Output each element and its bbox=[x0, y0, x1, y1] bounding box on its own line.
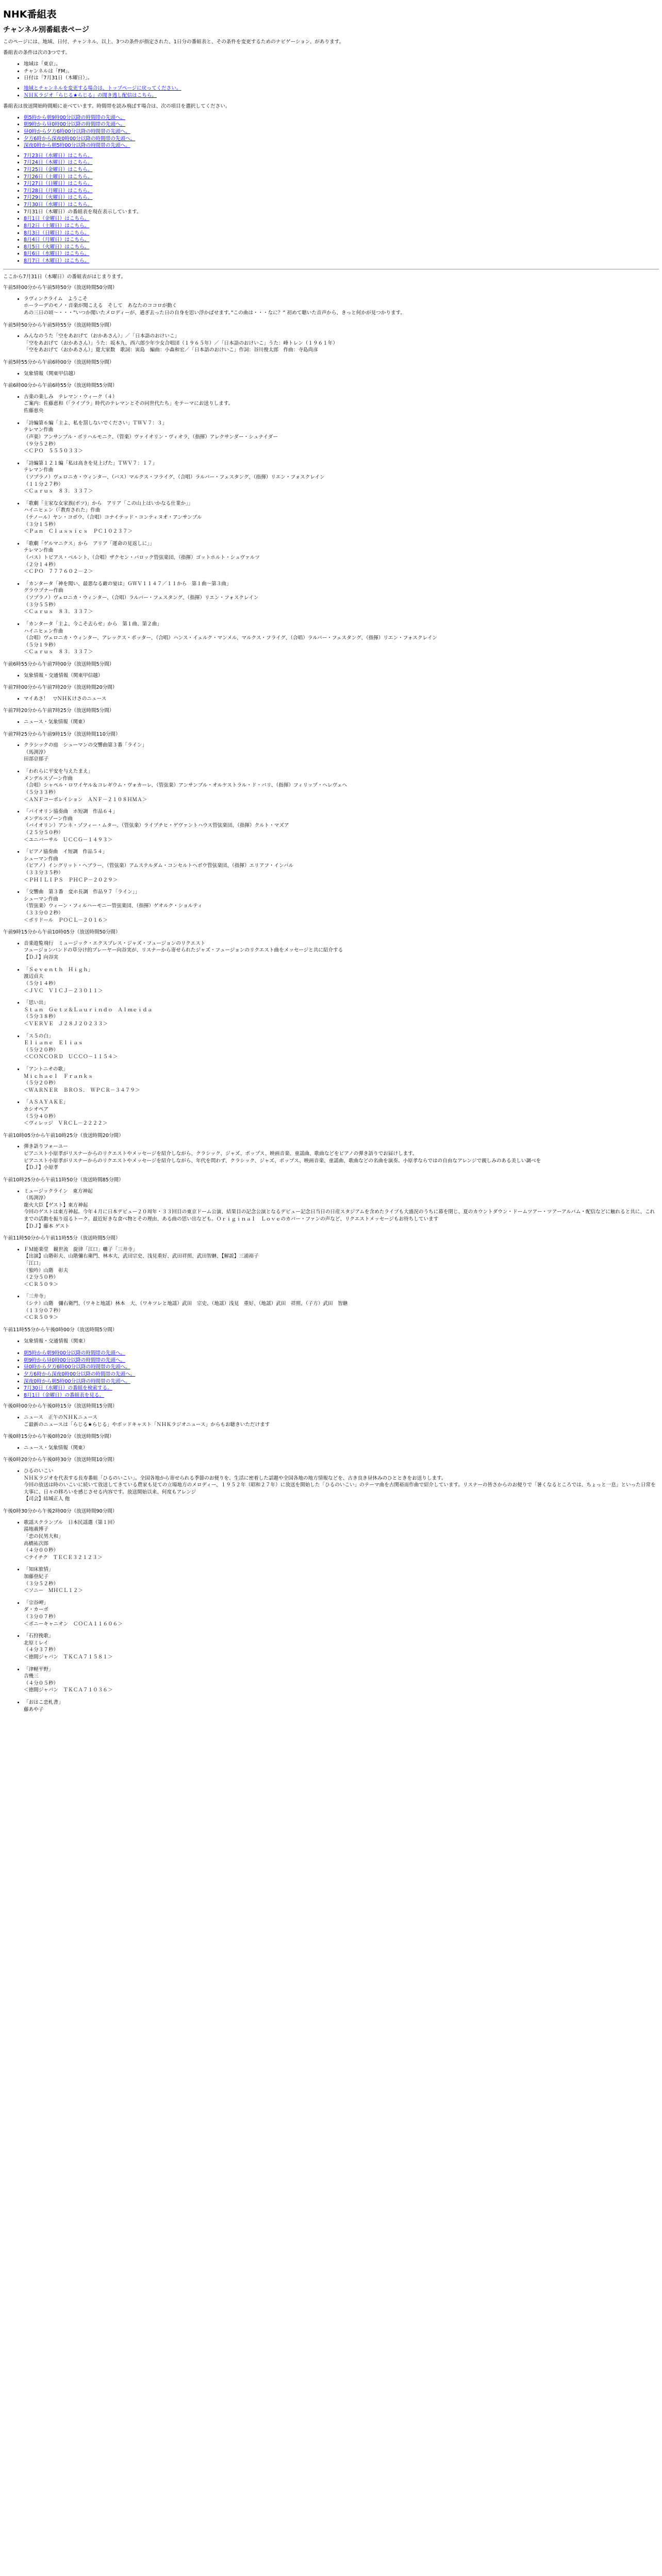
program-time: 午前6時55分から午前7時00分（放送時間5分間） bbox=[3, 661, 114, 667]
program-line: • 「カンタータ「主よ、今こそ去らせ」から 第１曲、第２曲」 bbox=[24, 621, 162, 627]
program-time: 午前10時25分から午前11時50分（放送時間85分間） bbox=[3, 1177, 124, 1183]
program-line: 【ＤＪ】藤本 ゲスト bbox=[24, 1223, 70, 1229]
date-item-link[interactable]: 8月3日（日曜日）はこちら。 bbox=[24, 230, 90, 236]
program-line: • 「詩編第１２１編「私は高きを見上げた」ＴＷＶ７：１７」 bbox=[24, 460, 158, 466]
program-line: メンデルスゾーン作曲 bbox=[24, 775, 73, 782]
date-item bbox=[24, 180, 659, 188]
program-time: 午後0時30分から午後2時00分（放送時間90分間） bbox=[3, 1509, 118, 1515]
jump-mid-item bbox=[24, 1378, 659, 1385]
date-item-link[interactable]: 7月27日（日曜日）はこちら。 bbox=[24, 181, 93, 187]
program-line: 「恋の民男大和」 bbox=[24, 1533, 63, 1539]
date-item-link[interactable]: 7月23日（水曜日）はこちら。 bbox=[24, 152, 93, 159]
jump-top-list bbox=[3, 114, 659, 149]
nav-link-item-link[interactable]: ＮＨＫラジオ「らじる★らじる」の聞き逃し配信はこちら。 bbox=[24, 92, 157, 98]
program-line: ＜ユニバーサル ＵＣＣＧ－１４９３＞ bbox=[24, 837, 113, 843]
program-line: （馬渕淳） bbox=[24, 1195, 48, 1201]
program-line: ＜ＰＨＩＬＩＰＳ ＰＨＣＰ－２０２９＞ bbox=[24, 877, 118, 883]
program-line: フュージョンバンドの草分け的プレーヤー向谷実が、リスナーから寄せられたジャズ・フュージョンのリクエスト曲をメッセージと共に紹介する bbox=[24, 947, 343, 954]
program-line: • 「歌劇「主家な女家族(ポツ)」から アリア「この山上はいかなる仕業か」」 bbox=[24, 500, 193, 506]
program-line: • 「知床旅情」 bbox=[24, 1567, 54, 1573]
program-line: 「空をあおげて（おかあさん）」寛大家数 歌詞：寅島 編曲：小森和宏／「日本語のおけいこ」作詞：谷川俊太郎 作曲：寺島尚彦 bbox=[24, 347, 318, 353]
jump-mid-item-link[interactable]: 8月1日（金曜日）の番組表を見る。 bbox=[24, 1392, 105, 1398]
program-line: ハイニヒェン作曲 bbox=[24, 628, 63, 634]
program-line: 湯地義博子 bbox=[24, 1527, 48, 1533]
jump-mid-item-link[interactable]: 朝5時から朝9時00分以降の時間帯の先頭へ。 bbox=[24, 1350, 126, 1357]
program-item bbox=[24, 540, 659, 575]
program-line: • 弾き語りフォーユー bbox=[24, 1144, 68, 1150]
program-line: • 「ＡＳＡＹＡＫＥ」 bbox=[24, 1099, 69, 1106]
program-line: ＜徳間ジャパン ＴＫＣＡ７１５８１＞ bbox=[24, 1654, 113, 1660]
nav-link-item bbox=[24, 85, 659, 92]
program-items bbox=[3, 1188, 659, 1230]
program-line: Ｅｌｉａｎｅ Ｅｌｉａｓ bbox=[24, 1040, 84, 1046]
date-item bbox=[24, 236, 659, 244]
program-item bbox=[24, 1699, 659, 1713]
program-line: Ｍｉｃｈａｅｌ Ｆｒａｎｋｓ bbox=[24, 1073, 93, 1079]
program-line: テレマン作曲 bbox=[24, 548, 54, 554]
program-line: ＜ポニーキャニオン ＣＯＣＡ１１６０６＞ bbox=[24, 1621, 123, 1627]
program-items bbox=[3, 1246, 659, 1321]
program-line: シューマン作曲 bbox=[24, 896, 58, 902]
jump-mid-item-link[interactable]: 朝9時から昼0時00分以降の時間帯の先頭へ。 bbox=[24, 1357, 126, 1363]
program-line: （５分３３秒） bbox=[24, 789, 59, 795]
jump-top-item-link[interactable]: 昼0時から夕方6時00分以降の時間帯の先頭へ。 bbox=[24, 128, 130, 134]
program-line: あの三日の頃～・・・”いつか聞いたメロディーが、過ぎ去った日の自身を思い浮かばせます。”この曲は・・・なに？” 初めて聴いた音声から、きっと何かが見つかります。 bbox=[24, 310, 405, 316]
page-subtitle: チャンネル別番組表ページ bbox=[3, 25, 89, 34]
program-line: 【ＤＪ】向谷実 bbox=[24, 955, 59, 961]
program-item bbox=[24, 621, 659, 656]
program-line: ＜ＷＡＲＮＥＲ ＢＲＯＳ． ＷＰＣＲ－３４７９＞ bbox=[24, 1087, 140, 1093]
program-line: ＜ソニー ＭＨＣＬ１２＞ bbox=[24, 1588, 83, 1594]
date-item bbox=[24, 244, 659, 251]
date-note: 番組表は放送開始時間順に並べています。時間帯を読み飛ばす場合は、次の項目を選択してください。 bbox=[3, 104, 230, 110]
program-line: 藤あや子 bbox=[24, 1706, 44, 1713]
program-line: （９分５２秒） bbox=[24, 441, 59, 447]
program-line: • 「詩編第６編「主よ、私を罰しないでください」ＴＷＶ７：３」 bbox=[24, 420, 168, 426]
program-line: グラウプナー作曲 bbox=[24, 588, 63, 594]
program-line: （４分００秒） bbox=[24, 1548, 59, 1554]
program-line: （ソプラノ）ヴェロニカ・ウィンター、（バス）マルクス・フライグ、（合唱）ラルバー・フェスタング、（指揮）リエン・フォスクレイン bbox=[24, 474, 325, 480]
condition-item: • 日付は「7月31日（木曜日）」。 bbox=[24, 75, 659, 82]
program-line: Ｓｔａｎ Ｇｅｔｚ＆Ｌａｕｒｉｎｄｏ Ａｌｍｅｉｄａ bbox=[24, 1007, 153, 1013]
program-line: 「空をあおげて（おかあさん）」うた：坂本九、西六郎少年少女合唱団（１９６５年）／「日本語のおけいこ」うた：峰トレン（１９６１年） bbox=[24, 340, 338, 346]
program-item bbox=[24, 768, 659, 803]
date-item bbox=[24, 223, 659, 230]
program-line: （テノール）ヤン・コボウ、（合唱）コナイテッド・コンティヌオ・アンサンブル bbox=[24, 515, 202, 520]
program-line: （バス）トビアス・ベルント、（合唱）ザクセン・バロック管弦楽団、（指揮）ゴットホルト・シュヴァルツ bbox=[24, 555, 260, 561]
program-item bbox=[24, 460, 659, 495]
date-item-link[interactable]: 7月28日（月曜日）はこちら。 bbox=[24, 188, 93, 194]
program-line: • 「思い出」 bbox=[24, 1000, 48, 1006]
program-time: 午後0時20分から午後0時30分（放送時間10分間） bbox=[3, 1457, 118, 1463]
jump-mid-item bbox=[24, 1392, 659, 1399]
program-line: ＜ＣＰＯ ７７７６０２－２＞ bbox=[24, 569, 93, 575]
program-line: • ニュース・気象情報（関東） bbox=[24, 719, 88, 725]
program-line: ＜ヴィレッジ ＶＲＣＬ－２２２２＞ bbox=[24, 1121, 108, 1127]
program-line: • マイあさ！ ▽ＮＨＫけさのニュース bbox=[24, 696, 107, 702]
program-line: （１１分２７秒） bbox=[24, 481, 63, 487]
program-line: • 古楽の楽しみ テレマン・ウィーク（４） bbox=[24, 394, 118, 400]
program-time: 午前7時25分から午前9時15分（放送時間110分間） bbox=[3, 731, 121, 737]
program-line: • 「カンタータ「神を聞い、最悪なる敵の宴は」ＧＷＶ１１４７／１１から 第１曲～第３曲」 bbox=[24, 581, 231, 587]
program-line: • 歌謡スクランブル 日本民謡選（第１回） bbox=[24, 1519, 118, 1526]
program-line: • 「三井寺」 bbox=[24, 1294, 48, 1300]
date-item-link[interactable]: 8月6日（水曜日）はこちら。 bbox=[24, 251, 90, 257]
page-intro: このページには、地域、日付、チャンネル、以上、3つの条件が指定された、1日分の番組表と、その条件を変更するためのナビゲーション、があります。 bbox=[3, 39, 344, 45]
page-title: NHK番組表 bbox=[3, 9, 57, 20]
program-item bbox=[24, 742, 659, 763]
program-line: （ソプラノ）ヴェロニカ・ウィンター、（合唱）ラルバー・フェスタング、（指揮）リエン・フォスクレイン bbox=[24, 595, 259, 601]
jump-mid-item bbox=[24, 1364, 659, 1371]
program-time: 午前10時05分から午前10時25分（放送時間20分間） bbox=[3, 1132, 124, 1139]
program-item bbox=[24, 500, 659, 535]
date-item-link[interactable]: 8月7日（木曜日）はこちら。 bbox=[24, 258, 90, 264]
program-line: ＜Ｐａｎ Ｃｌａｓｓｉｃｓ ＰＣ１０２３７＞ bbox=[24, 529, 133, 535]
program-item bbox=[24, 696, 659, 703]
program-line: （１３分０７秒） bbox=[24, 1308, 63, 1314]
program-item bbox=[24, 1246, 659, 1289]
program-line: ＜ＡＮＦコーポレイション ＡＮＦ－２１０８ＨＭＡ＞ bbox=[24, 796, 147, 803]
program-line: カシオペア bbox=[24, 1107, 48, 1113]
program-line: （馬渕淳） bbox=[24, 749, 48, 755]
program-line: （３分５２秒） bbox=[24, 1581, 59, 1587]
program-line: ピアニスト小原孝がリスナーからのリクエストやメッセージを紹介しながら、クラシック、ジャズ、ポップス、映画音楽、童謡曲、歌曲などをピアノの弾き語りでお届けします。 bbox=[24, 1151, 418, 1157]
program-line: ＜ＶＥＲＶＥ Ｊ２８Ｊ２０２３３＞ bbox=[24, 1021, 108, 1027]
jump-top-item-link[interactable]: 朝9時から昼0時00分以降の時間帯の先頭へ。 bbox=[24, 122, 126, 128]
date-list bbox=[3, 152, 659, 265]
program-line: • 「われらに平安を与えたまえ」 bbox=[24, 769, 93, 775]
program-list bbox=[3, 284, 659, 1345]
program-item bbox=[24, 1099, 659, 1127]
program-line: • 「交響曲 第３番 変ホ長調 作品９７「ライン」」 bbox=[24, 889, 140, 895]
program-line: ホーラーデのモノ・音楽が聞こえる そして あなたのココロが動く bbox=[24, 303, 177, 309]
condition-item: • 地域は「東京」。 bbox=[24, 61, 659, 68]
program-items bbox=[3, 742, 659, 924]
jump-mid-item-link[interactable]: 7月30日（水曜日）の番組を検索する。 bbox=[24, 1385, 112, 1392]
program-line: （５分１４秒） bbox=[24, 980, 59, 987]
program-item bbox=[24, 889, 659, 924]
program-line: ご最新のニュースは「らじる★らじる」やポッドキャスト「ＮＨＫラジオニュース」からもお聴きいただけます bbox=[24, 1421, 270, 1428]
program-time: 午後0時00分から午後0時15分（放送時間15分間） bbox=[3, 1403, 118, 1410]
jump-top-item bbox=[24, 135, 659, 143]
program-line: ＜ＪＶＣ ＶＩＣＪ－２３０１１＞ bbox=[24, 988, 103, 994]
program-time: 午前5時55分から午前6時00分（放送時間5分間） bbox=[3, 360, 114, 366]
program-item bbox=[24, 333, 659, 354]
program-item bbox=[24, 1445, 659, 1452]
program-line: 渡辺貞夫 bbox=[24, 974, 44, 980]
program-items bbox=[3, 672, 659, 680]
program-line: （シテ）山階 彌右衛門、（ワキと地謡）林本 大、（ワキツレと地謡）武田 宗史、（地謡）浅見 重好、（地謡）武田 祥照、（子方）武田 智継 bbox=[24, 1301, 348, 1307]
program-items bbox=[3, 696, 659, 703]
jump-top-item bbox=[24, 121, 659, 128]
date-item bbox=[24, 258, 659, 265]
jump-mid-item-link[interactable]: 夕方6時から深夜0時00分以降の時間帯の先頭へ。 bbox=[24, 1371, 136, 1377]
jump-top-item-link[interactable]: 夕方6時から深夜0時00分以降の時間帯の先頭へ。 bbox=[24, 135, 136, 142]
program-line: ＜Ｃａｒｕｓ ８３．３３７＞ bbox=[24, 488, 93, 495]
date-item bbox=[24, 230, 659, 237]
nav-link-item-link[interactable]: 地域とチャンネルを変更する場合は、トップページに戻ってください。 bbox=[24, 85, 181, 91]
program-items bbox=[3, 719, 659, 726]
program-line: テレマン作曲 bbox=[24, 467, 54, 473]
program-line: ＮＨＫラジオを代表する長寿番組「ひるのいこい」。全国各地から寄せられる季節のお便りを、生活に密着した話題や全国各地の地方情報などを、古き良き昼休みのひとときをお送りします。 bbox=[24, 1475, 446, 1481]
program-line: （管弦楽）ウィーン・フィルハーモニー管弦楽団、（指揮）ゲオルク・ショルティ bbox=[24, 903, 203, 909]
program-time: 午後0時15分から午後0時20分（放送時間5分間） bbox=[3, 1434, 114, 1440]
program-item bbox=[24, 719, 659, 726]
program-line: • ニュース 正午のＮＨＫニュース bbox=[24, 1414, 97, 1420]
date-item bbox=[24, 201, 659, 209]
program-line: （５分１９秒） bbox=[24, 642, 59, 648]
date-item bbox=[24, 194, 659, 201]
program-items bbox=[3, 1414, 659, 1428]
program-line: （３分０７秒） bbox=[24, 1614, 59, 1620]
program-line: • 気象情報（関東甲信越） bbox=[24, 370, 78, 377]
program-items bbox=[3, 940, 659, 1127]
program-time: 午前11時55分から午後0時00分（放送時間5分間） bbox=[3, 1327, 118, 1333]
program-line: （３分５５秒） bbox=[24, 602, 59, 608]
program-line: 加藤登紀子 bbox=[24, 1573, 48, 1580]
program-item bbox=[24, 420, 659, 455]
program-line: （独吟）山階 彰夫 bbox=[24, 1267, 69, 1274]
program-line: （２５分５０秒） bbox=[24, 829, 63, 836]
program-line: 【出演】山階彰夫、山階彌右衛門、林本大、武田宗史、浅見重好、武田祥照、武田智継、【解説】三浦裕子 bbox=[24, 1253, 259, 1260]
program-line: （５分４０秒） bbox=[24, 1113, 59, 1120]
date-item-link[interactable]: 7月25日（金曜日）はこちら。 bbox=[24, 167, 93, 173]
program-line: • 「アントニオの歌」 bbox=[24, 1066, 68, 1072]
conditions-heading: 番組表の条件は次の3つです。 bbox=[3, 50, 71, 56]
program-item bbox=[24, 849, 659, 884]
date-item bbox=[24, 174, 659, 181]
program-line: ＜ポリドール ＰＯＣＬ－２０１６＞ bbox=[24, 917, 108, 923]
program-line: シューマン作曲 bbox=[24, 856, 58, 862]
date-item bbox=[24, 152, 659, 160]
program-line: （２分５０秒） bbox=[24, 1275, 59, 1281]
program-time: 午前6時00分から午前6時55分（放送時間55分間） bbox=[3, 383, 118, 389]
program-line: （４分０５秒） bbox=[24, 1680, 59, 1686]
program-line: 龍火大臣【ゲスト】東方神起 bbox=[24, 1202, 88, 1208]
jump-mid-item-link[interactable]: 深夜0時から朝5時00分以降の時間帯の先頭へ。 bbox=[24, 1378, 130, 1384]
program-line: • みんなのうた「空をあおげて（おかあさん）」／「日本語のおけいこ」 bbox=[24, 333, 180, 340]
program-item bbox=[24, 940, 659, 961]
program-item bbox=[24, 1143, 659, 1171]
program-line: （合唱）ヴェロニカ・ウィンター、アレックス・ポッター、（合唱）ハンス・イェルク・マンメル、マルクス・フライグ、（合唱）ラルバー・フェスタング、（指揮）リエン・フォスクレイン bbox=[24, 635, 437, 641]
date-item-link[interactable]: 7月29日（火曜日）はこちら。 bbox=[24, 195, 93, 201]
program-line: （合唱）シャペル・ロワイヤル＆コレギウム・ヴォカーレ、（管弦楽）アンサンブル・オルケストラル・ド・パリ、（指揮）フィリップ・ヘレヴェヘ bbox=[24, 783, 347, 789]
program-line: ご案内：佐藤恵和（「ライブラ」時代のテレマンとその同世代たち」をテーマにお送りします。 bbox=[24, 401, 234, 407]
date-item bbox=[24, 166, 659, 174]
program-line: • 「石狩挽歌」 bbox=[24, 1633, 54, 1639]
program-line: 【司会】結城正人 他 bbox=[24, 1496, 70, 1502]
jump-mid-item bbox=[24, 1371, 659, 1378]
program-items bbox=[3, 394, 659, 656]
program-line: ＜テイチク ＴＥＣＥ３２１２３＞ bbox=[24, 1554, 103, 1561]
program-line: （３分１５秒） bbox=[24, 521, 59, 528]
program-line: • 「おはこ恋札書」 bbox=[24, 1700, 63, 1706]
date-item bbox=[24, 215, 659, 223]
program-line: 田部京郁子 bbox=[24, 756, 48, 762]
program-line: 「江口」 bbox=[24, 1261, 44, 1267]
program-item bbox=[24, 1293, 659, 1321]
program-line: ＜ＣＲ５０９＞ bbox=[24, 1315, 59, 1321]
program-line: （バイオリン）アンネ・ゾフィー・ムター、（管弦楽）ライプチヒ・ゲヴァントハウス管弦楽団、（指揮）クルト・マズア bbox=[24, 823, 289, 829]
program-line: • クラシックの庭 シューマンの交響曲第３番「ライン」 bbox=[24, 742, 147, 749]
program-line: （３３分３５秒） bbox=[24, 870, 63, 876]
program-items bbox=[3, 370, 659, 378]
jump-top-item-link[interactable]: 朝5時から朝9時00分以降の時間帯の先頭へ。 bbox=[24, 114, 126, 121]
listing-intro: ここから7月31日（木曜日）の番組表がはじまります。 bbox=[3, 274, 126, 280]
program-line: • ミュージックライン 東方神起 bbox=[24, 1188, 93, 1194]
program-time: 午前7時00分から午前7時20分（放送時間20分間） bbox=[3, 685, 118, 691]
date-item-link[interactable]: 8月4日（月曜日）はこちら。 bbox=[24, 237, 90, 243]
program-item bbox=[24, 1338, 659, 1345]
program-line: • 気象情報・交通情報（関東甲信越） bbox=[24, 672, 103, 679]
date-item bbox=[24, 250, 659, 258]
jump-mid-item bbox=[24, 1385, 659, 1392]
program-line: メンデルスゾーン作曲 bbox=[24, 816, 73, 822]
program-time: 午前5時00分から午前5時50分（放送時間50分間） bbox=[3, 285, 118, 291]
program-line: 北原ミレイ bbox=[24, 1640, 48, 1646]
program-item bbox=[24, 1468, 659, 1503]
program-item bbox=[24, 672, 659, 680]
program-line: • 「歌劇「ゲルマニクス」から アリア「運命の見返しに」」 bbox=[24, 540, 155, 547]
date-item: • 7月31日（木曜日）の番組表を現在表示しています。 bbox=[24, 209, 659, 216]
program-items bbox=[3, 1143, 659, 1171]
program-item bbox=[24, 808, 659, 843]
program-line: • 「Ｓｅｖｅｎｔｈ Ｈｉｇｈ」 bbox=[24, 967, 93, 973]
program-line: テレマン作曲 bbox=[24, 427, 54, 433]
program-items bbox=[3, 333, 659, 354]
program-item bbox=[24, 999, 659, 1027]
jump-top-item bbox=[24, 114, 659, 122]
jump-mid-item bbox=[24, 1350, 659, 1357]
program-time: 午前5時50分から午前5時55分（放送時間5分間） bbox=[3, 322, 114, 328]
program-item bbox=[24, 1066, 659, 1094]
program-items bbox=[3, 1468, 659, 1503]
program-item bbox=[24, 967, 659, 994]
program-item bbox=[24, 394, 659, 415]
jump-mid-item bbox=[24, 1357, 659, 1364]
program-item bbox=[24, 581, 659, 616]
program-line: 吉幾三 bbox=[24, 1673, 39, 1680]
program-line: 今回の放送は時のいこいに続いて放送してきている農家も見ての立場地方のメロディー、１９５２年（昭和２７年）に放送を開始した「ひるのいこい」のテーマ曲を古関裕而作曲で紹介しています。リスナーの皆さからのお便りで「暑くなるところでは、ちょっと一息」といった日常を大事に、日々の移ろいを感じさせる内容です。放送開始以来、何度もアレンジ bbox=[24, 1482, 656, 1495]
program-line: • ＦＭ能楽堂 観世流 旋律「江口」囃子「三井寺」 bbox=[24, 1246, 138, 1252]
program-line: ＜徳間ジャパン ＴＫＣＡ７１０３６＞ bbox=[24, 1687, 113, 1693]
program-line: （２分１４秒） bbox=[24, 562, 59, 568]
date-item-link[interactable]: 8月2日（土曜日）はこちら。 bbox=[24, 223, 90, 229]
date-item-link[interactable]: 7月26日（土曜日）はこちら。 bbox=[24, 174, 93, 180]
program-line: • ニュース・気象情報（関東） bbox=[24, 1445, 88, 1451]
program-line: （４分３７秒） bbox=[24, 1647, 59, 1653]
program-line: ＜Ｃａｒｕｓ ８３．３３７＞ bbox=[24, 649, 93, 655]
program-line: （３３分０２秒） bbox=[24, 910, 63, 917]
program-line: 佐藤恵央 bbox=[24, 408, 44, 414]
program-line: ＜Ｃａｒｕｓ ８３．３３７＞ bbox=[24, 609, 93, 615]
jump-mid-list bbox=[3, 1350, 659, 1399]
conditions-list bbox=[3, 61, 659, 82]
program-line: 今回のゲストは東方神起。今年４月に日本デビュー２０周年・３３回目の東京ドーム公演、結果目の記念公演となるデビュー記念日当日の日産スタジアムを含めたライブも大盛況のうちに幕を閉じ、夏のカウントダウン・ドームツアー・ツアーアルバム・配信などに触れると共に、これまでの活動を振り返るトーク。最近好きな食べ物とその理由、ある曲の思い出なども。Ｏｒｉｇｉｎａｌ Ｌｏｖｅのカバー・ファンの声など、リクエストメッセージもお待ちしています bbox=[24, 1209, 655, 1222]
condition-item: • チャンネルは「FM」。 bbox=[24, 68, 659, 75]
jump-mid-item-link[interactable]: 昼0時から夕方6時00分以降の時間帯の先頭へ。 bbox=[24, 1364, 130, 1370]
program-item bbox=[24, 1600, 659, 1628]
program-line: • 「津軽平野」 bbox=[24, 1666, 54, 1672]
program-line: ダ・カーポ bbox=[24, 1607, 48, 1613]
program-items bbox=[3, 1338, 659, 1345]
program-line: • ひるのいこい bbox=[24, 1468, 54, 1475]
program-line: ハイニヒェン（「教育された」作曲 bbox=[24, 507, 101, 514]
date-item-link[interactable]: 7月24日（木曜日）はこちら。 bbox=[24, 160, 93, 166]
program-line: • 気象情報・交通情報（関東） bbox=[24, 1338, 88, 1344]
jump-top-item-link[interactable]: 深夜0時から朝5時00分以降の時間帯の先頭へ。 bbox=[24, 143, 130, 149]
date-item-link[interactable]: 7月30日（水曜日）はこちら。 bbox=[24, 202, 93, 208]
program-items bbox=[3, 1519, 659, 1714]
program-item bbox=[24, 296, 659, 317]
program-time: 午前9時15分から午前10時05分（放送時間50分間） bbox=[3, 929, 121, 936]
program-line: ピアニスト小原孝がリスナーからのリクエストやメッセージを紹介しながら、年代を問わず、クラシック、ジャズ、ポップス、映画音楽、童謡曲、歌曲などの名曲を演奏。小原孝ならではの自由なアレンジで親しみのある美しい調べを bbox=[24, 1158, 541, 1164]
program-line: ＜ＣＯＮＣＯＲＤ ＵＣＣＯ－１１５４＞ bbox=[24, 1054, 118, 1060]
program-time: 午前7時20分から午前7時25分（放送時間5分間） bbox=[3, 708, 114, 714]
program-items bbox=[3, 296, 659, 317]
program-line: ＜ＣＰＯ ５５５０３３＞ bbox=[24, 448, 84, 454]
program-list-afternoon bbox=[3, 1403, 659, 1713]
program-line: （５分３８秒） bbox=[24, 1014, 59, 1020]
date-item-link[interactable]: 8月1日（金曜日）はこちら。 bbox=[24, 216, 90, 222]
program-time: 午前11時50分から午前11時55分（放送時間5分間） bbox=[3, 1235, 121, 1242]
program-line: • ラヴィンクライム ようこそ bbox=[24, 296, 88, 302]
program-line: • 「バイオリン協奏曲 ホ短調 作品６４」 bbox=[24, 809, 118, 815]
program-line: ＜ＣＲ５０９＞ bbox=[24, 1281, 59, 1287]
date-item-link[interactable]: 8月5日（火曜日）はこちら。 bbox=[24, 244, 90, 250]
jump-top-item bbox=[24, 142, 659, 149]
program-line: • 「ス５の白」 bbox=[24, 1033, 54, 1039]
program-line: （５分２０秒） bbox=[24, 1047, 59, 1053]
program-item bbox=[24, 1633, 659, 1660]
nav-link-item bbox=[24, 92, 659, 99]
program-item bbox=[24, 1666, 659, 1694]
program-line: （ピアノ）イングリット・ヘブラー、（管弦楽）アムステルダム・コンセルトヘボウ管弦楽団、（指揮）エリアフ・インバル bbox=[24, 863, 294, 869]
program-item bbox=[24, 1188, 659, 1230]
program-item bbox=[24, 370, 659, 378]
program-line: （声楽）アンサンブル・ボリハルモニク、（管楽）ヴァイオリン・ヴィオラ、（指揮）アレクサンダー・シュナイダー bbox=[24, 434, 278, 440]
program-item bbox=[24, 1519, 659, 1562]
program-line: • 「ピアノ協奏曲 イ短調 作品５４」 bbox=[24, 849, 108, 855]
program-line: （５分２０秒） bbox=[24, 1080, 59, 1087]
program-items bbox=[3, 1445, 659, 1452]
program-line: • 音楽遊覧飛行 ミュージック・エクスプレス・ジャズ・フュージョンのリクエスト bbox=[24, 940, 206, 946]
program-item bbox=[24, 1414, 659, 1428]
program-line: 【ＤＪ】小原孝 bbox=[24, 1165, 59, 1171]
date-item bbox=[24, 188, 659, 195]
date-item bbox=[24, 159, 659, 166]
program-item bbox=[24, 1566, 659, 1594]
program-line: • 「宗谷岬」 bbox=[24, 1600, 48, 1606]
nav-links bbox=[3, 85, 659, 99]
program-item bbox=[24, 1033, 659, 1061]
jump-top-item bbox=[24, 128, 659, 135]
program-line: 高橋祐次郎 bbox=[24, 1540, 48, 1547]
